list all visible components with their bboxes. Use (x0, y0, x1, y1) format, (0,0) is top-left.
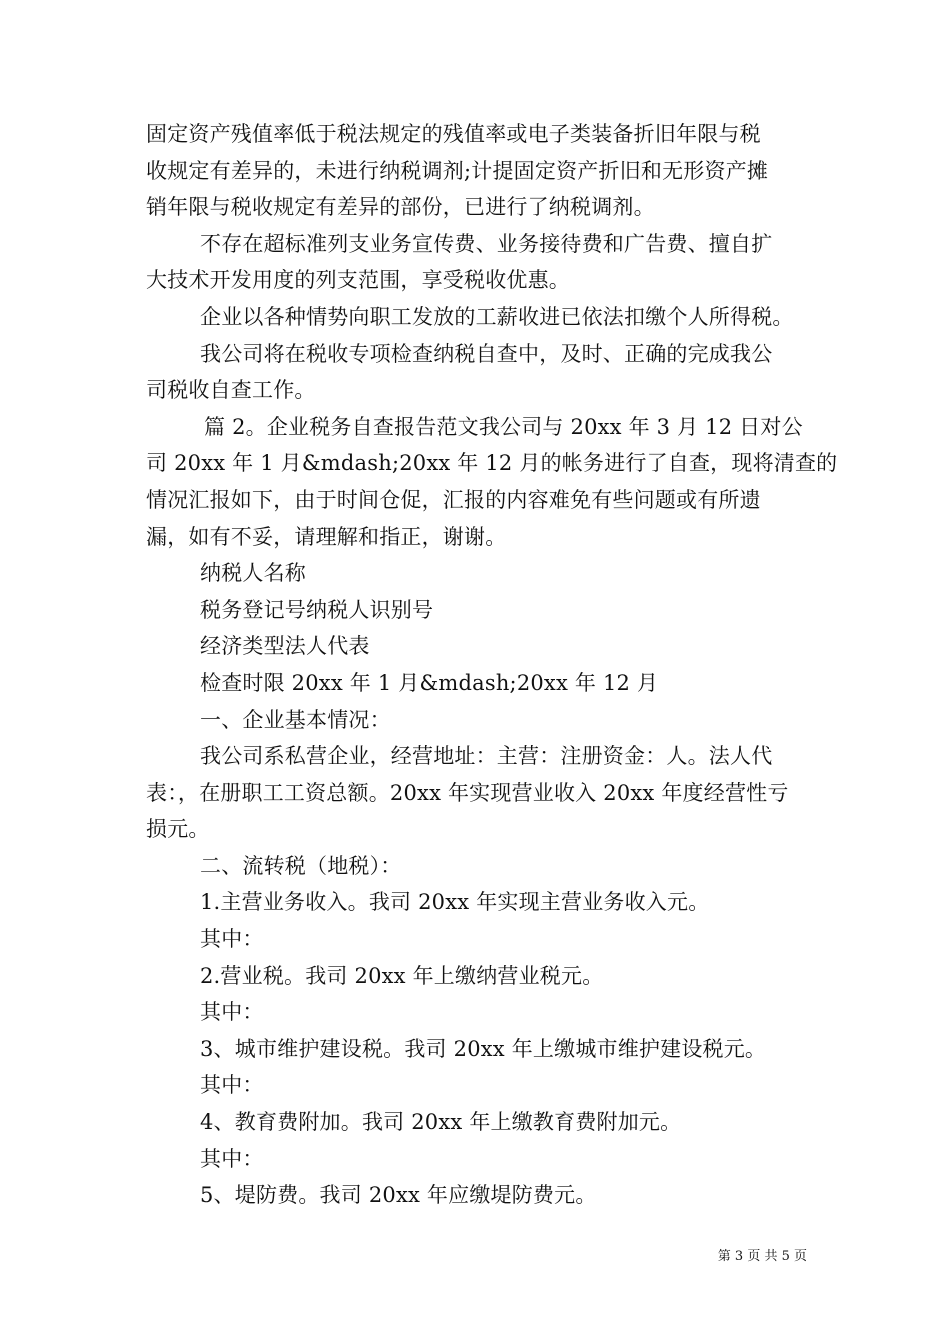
text-line: 其中： (200, 1146, 264, 1171)
text-line: 我公司系私营企业，经营地址：主营：注册资金：人。法人代 (200, 744, 773, 769)
text-line: 企业以各种情势向职工发放的工薪收进已依法扣缴个人所得税。 (200, 304, 794, 329)
text-line: 其中： (200, 1073, 264, 1098)
text-line: 大技术开发用度的列支范围，享受税收优惠。 (146, 268, 570, 293)
page-number-footer: 第 3 页 共 5 页 (717, 1249, 807, 1264)
text-line: 其中： (200, 927, 264, 952)
text-line: 纳税人名称 (200, 561, 306, 586)
text-line: 其中： (200, 1000, 264, 1025)
text-line: 司税收自查工作。 (146, 378, 316, 403)
text-line: 我公司将在税收专项检查纳税自查中，及时、正确的完成我公 (200, 341, 773, 366)
text-line: 二、流转税（地税）： (200, 853, 402, 878)
text-line: 司 20xx 年 1 月&mdash;20xx 年 12 月的帐务进行了自查，现将清查的 (146, 451, 838, 476)
text-line: 5、堤防费。我司 20xx 年应缴堤防费元。 (200, 1183, 597, 1208)
text-line: 销年限与税收规定有差异的部份，已进行了纳税调剂。 (146, 195, 655, 220)
text-line: 损元。 (146, 817, 210, 842)
text-line: 4、教育费附加。我司 20xx 年上缴教育费附加元。 (200, 1110, 682, 1135)
text-line: 收规定有差异的，未进行纳税调剂;计提固定资产折旧和无形资产摊 (146, 158, 769, 183)
text-line: 篇 2。企业税务自查报告范文我公司与 20xx 年 3 月 12 日对公 (204, 414, 803, 439)
text-line: 漏，如有不妥，请理解和指正，谢谢。 (146, 524, 507, 549)
document-body (146, 116, 838, 1214)
text-line: 情况汇报如下，由于时间仓促，汇报的内容难免有些问题或有所遗 (146, 487, 761, 512)
text-line: 一、企业基本情况： (200, 707, 391, 732)
text-line: 不存在超标准列支业务宣传费、业务接待费和广告费、擅自扩 (200, 231, 773, 256)
text-line: 1.主营业务收入。我司 20xx 年实现主营业务收入元。 (200, 890, 710, 915)
text-line: 固定资产残值率低于税法规定的残值率或电子类装备折旧年限与税 (146, 122, 761, 146)
text-line: 表：，在册职工工资总额。20xx 年实现营业收入 20xx 年度经营性亏 (146, 780, 789, 805)
text-line: 检查时限 20xx 年 1 月&mdash;20xx 年 12 月 (200, 670, 659, 695)
text-line: 税务登记号纳税人识别号 (200, 597, 434, 622)
text-line: 经济类型法人代表 (200, 634, 370, 659)
text-line: 3、城市维护建设税。我司 20xx 年上缴城市维护建设税元。 (200, 1036, 767, 1061)
text-line: 2.营业税。我司 20xx 年上缴纳营业税元。 (200, 963, 604, 988)
